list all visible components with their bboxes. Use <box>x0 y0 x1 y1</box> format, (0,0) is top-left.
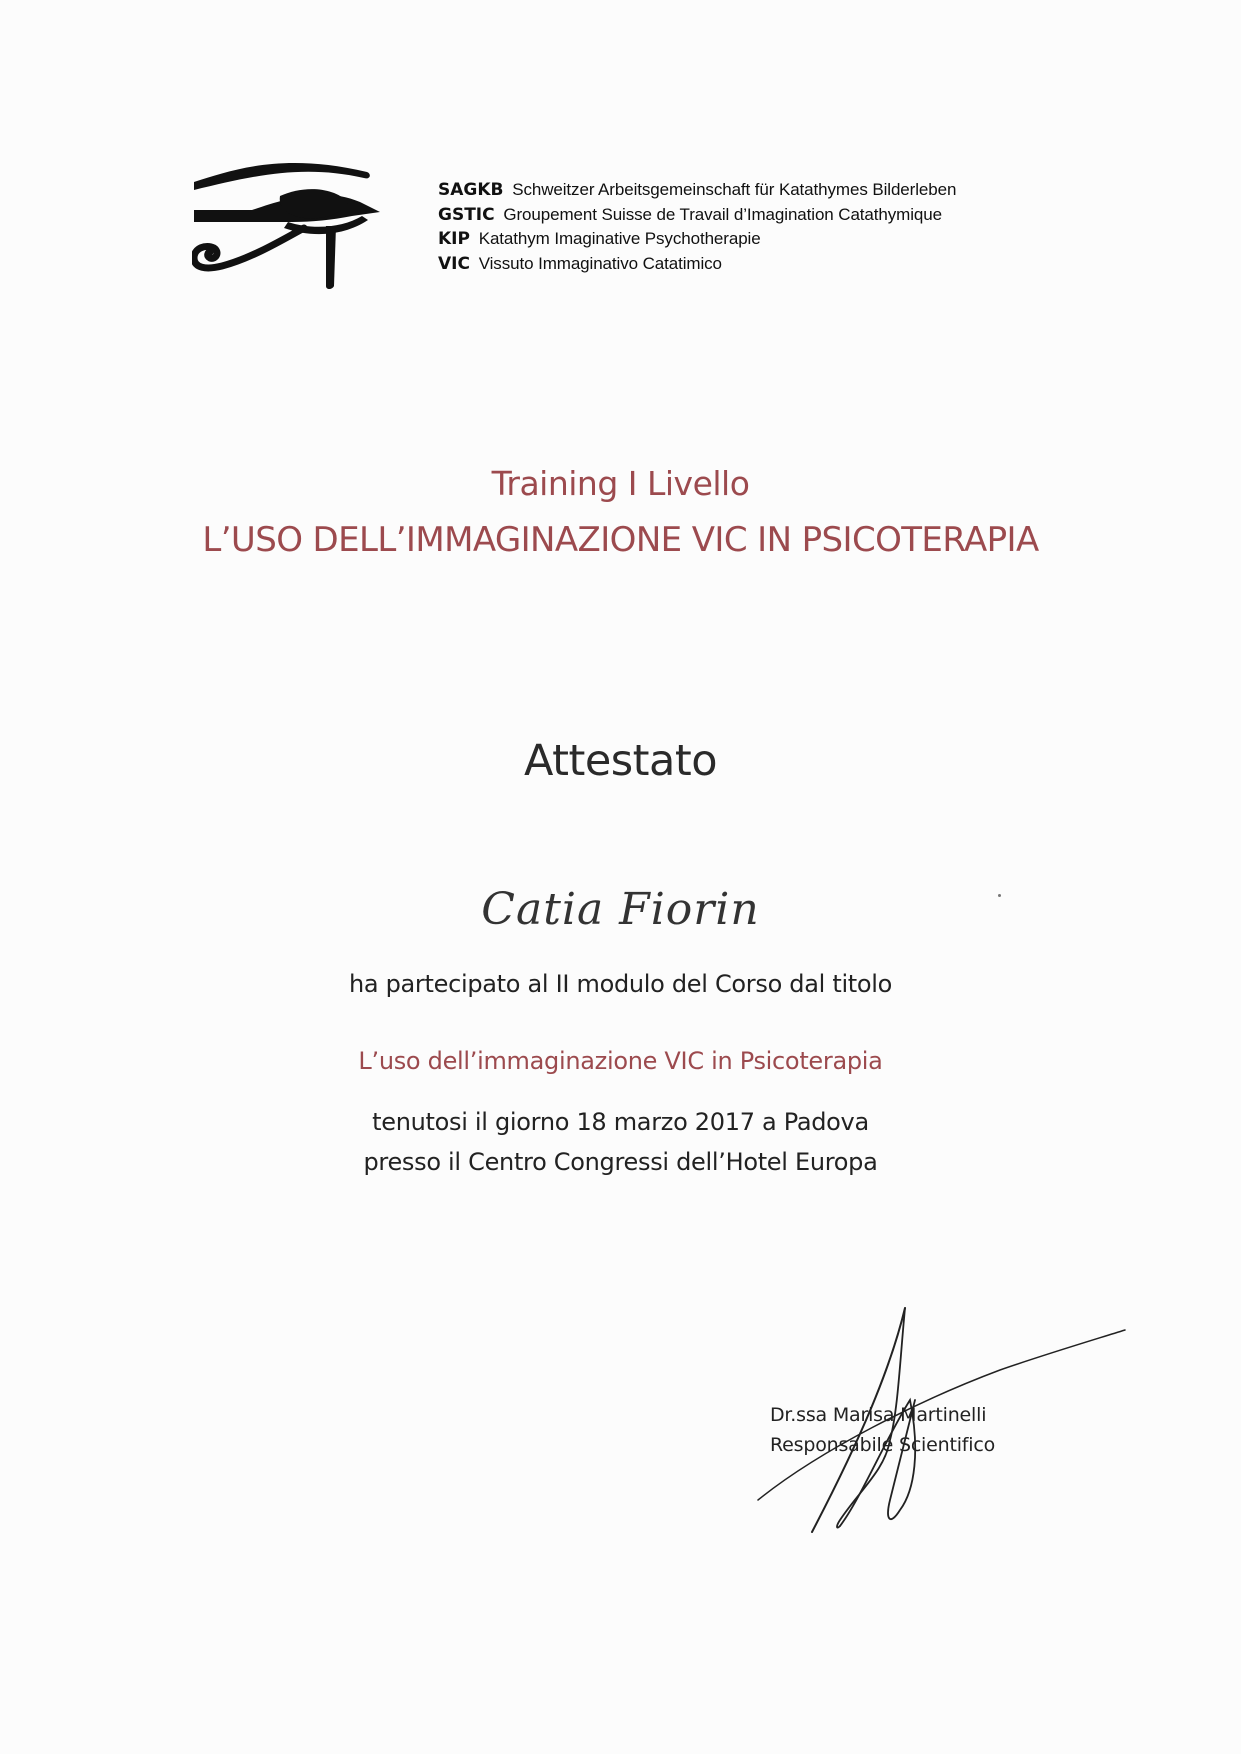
event-date-text: tenutosi il giorno 18 marzo 2017 a Padova <box>372 1108 869 1136</box>
organization-line-vic <box>438 252 956 277</box>
event-venue-text: presso il Centro Congressi dell’Hotel Europa <box>363 1148 878 1176</box>
handwritten-signature <box>740 1290 1140 1540</box>
document-type-heading: Attestato <box>523 736 718 786</box>
signer-role: Responsabile Scientifico <box>770 1434 996 1456</box>
organization-abbr: KIP <box>438 229 470 249</box>
organization-abbr: VIC <box>438 253 470 274</box>
organization-abbr: GSTIC <box>438 204 495 225</box>
organization-name: Groupement Suisse de Travail d’Imagination Catathymique <box>503 204 942 224</box>
organization-line-gstic <box>438 203 956 228</box>
organization-line-sagkb <box>438 178 956 203</box>
paper-speck <box>998 894 1001 897</box>
participation-text: ha partecipato al II modulo del Corso dal titolo <box>348 970 893 998</box>
recipient-name: Catia Fiorin <box>481 884 760 935</box>
course-title: L’uso dell’immaginazione VIC in Psicoterapia <box>358 1047 883 1075</box>
training-level-title: Training I Livello <box>491 464 750 503</box>
organization-line-kip <box>438 227 956 252</box>
organization-name: Schweitzer Arbeitsgemeinschaft für Katathymes Bilderleben <box>512 180 957 199</box>
organization-list <box>438 178 956 276</box>
organization-name: Vissuto Immaginativo Catatimico <box>478 253 722 273</box>
organization-abbr: SAGKB <box>438 180 504 200</box>
organization-name: Katathym Imaginative Psychotherapie <box>478 229 761 248</box>
signer-name: Dr.ssa Marisa Martinelli <box>770 1404 987 1426</box>
eye-of-horus-icon <box>192 150 392 290</box>
course-main-title: L’USO DELL’IMMAGINAZIONE VIC IN PSICOTERAPIA <box>202 520 1039 560</box>
